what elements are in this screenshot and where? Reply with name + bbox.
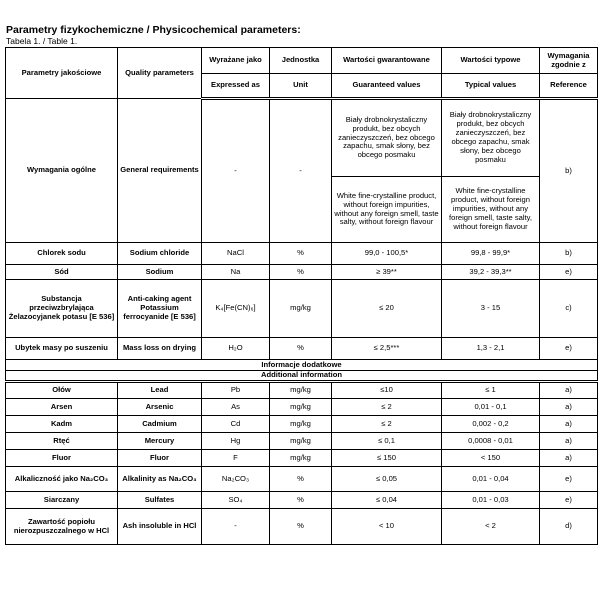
header-parametry: Parametry jakościowe	[6, 48, 118, 99]
unit: mg/kg	[270, 433, 332, 450]
reference: a)	[540, 399, 598, 416]
typical-value: 0,01 - 0,1	[442, 399, 540, 416]
reference: b)	[540, 243, 598, 265]
table-row	[6, 416, 598, 433]
param-pl: Zawartość popiołu nierozpuszczalnego w HCl	[6, 509, 118, 545]
document-title: Parametry fizykochemiczne / Physicochemical parameters:	[6, 24, 301, 36]
guaranteed-value: ≤ 150	[332, 450, 442, 467]
reference: d)	[540, 509, 598, 545]
section-header-row	[6, 360, 598, 371]
reference: e)	[540, 492, 598, 509]
unit: %	[270, 265, 332, 280]
param-en: Sulfates	[118, 492, 202, 509]
header-wartosci-typowe: Wartości typowe	[442, 48, 540, 74]
guaranteed-value-en: White fine-crystalline product, without foreign impurities, without any foreign smell, taste salty, without foreign flavour	[332, 177, 442, 243]
param-en: Lead	[118, 382, 202, 399]
expressed-as: As	[202, 399, 270, 416]
table-row	[6, 338, 598, 360]
expressed-as: Cd	[202, 416, 270, 433]
header-guaranteed: Guaranteed values	[332, 74, 442, 99]
table-row	[6, 280, 598, 338]
guaranteed-value: ≤10	[332, 382, 442, 399]
table-row	[6, 99, 598, 177]
unit: mg/kg	[270, 450, 332, 467]
unit: %	[270, 467, 332, 492]
reference: e)	[540, 265, 598, 280]
param-pl: Wymagania ogólne	[6, 99, 118, 243]
expressed-as: SO₄	[202, 492, 270, 509]
guaranteed-value: ≤ 0,04	[332, 492, 442, 509]
param-en: Sodium	[118, 265, 202, 280]
typical-value: 0,01 - 0,04	[442, 467, 540, 492]
section-title-en: Additional information	[6, 371, 598, 382]
unit: mg/kg	[270, 416, 332, 433]
table-row	[6, 382, 598, 399]
param-pl: Kadm	[6, 416, 118, 433]
expressed-as: Na₂CO₃	[202, 467, 270, 492]
expressed-as: Pb	[202, 382, 270, 399]
table-caption: Tabela 1. / Table 1.	[6, 36, 78, 46]
guaranteed-value: ≤ 2	[332, 399, 442, 416]
param-pl: Rtęć	[6, 433, 118, 450]
param-pl: Ubytek masy po suszeniu	[6, 338, 118, 360]
reference: b)	[540, 99, 598, 243]
guaranteed-value: ≤ 20	[332, 280, 442, 338]
typical-value-en: White fine-crystalline product, without foreign impurities, without any foreign smell, taste salty, without foreign flavour	[442, 177, 540, 243]
param-en: General requirements	[118, 99, 202, 243]
reference: a)	[540, 382, 598, 399]
table-row	[6, 467, 598, 492]
param-pl: Chlorek sodu	[6, 243, 118, 265]
unit: %	[270, 492, 332, 509]
table-row	[6, 450, 598, 467]
guaranteed-value: ≤ 0,05	[332, 467, 442, 492]
param-pl: Ołów	[6, 382, 118, 399]
typical-value: 99,8 - 99,9*	[442, 243, 540, 265]
table-row	[6, 509, 598, 545]
header-typical: Typical values	[442, 74, 540, 99]
guaranteed-value: 99,0 - 100,5*	[332, 243, 442, 265]
param-en: Cadmium	[118, 416, 202, 433]
guaranteed-value: ≤ 2	[332, 416, 442, 433]
typical-value: 0,01 - 0,03	[442, 492, 540, 509]
param-en: Fluor	[118, 450, 202, 467]
param-en: Alkalinity as Na₂CO₃	[118, 467, 202, 492]
table-row	[6, 433, 598, 450]
guaranteed-value: ≤ 2,5***	[332, 338, 442, 360]
expressed-as: NaCl	[202, 243, 270, 265]
guaranteed-value-pl: Biały drobnokrystaliczny produkt, bez obcych zanieczyszczeń, bez obcego zapachu, smak słony, bez obcego posmaku	[332, 99, 442, 177]
expressed-as: Na	[202, 265, 270, 280]
section-title-pl: Informacje dodatkowe	[6, 360, 598, 371]
guaranteed-value: ≤ 0,1	[332, 433, 442, 450]
unit: mg/kg	[270, 280, 332, 338]
table-row	[6, 399, 598, 416]
typical-value: ≤ 1	[442, 382, 540, 399]
typical-value: 39,2 - 39,3**	[442, 265, 540, 280]
reference: e)	[540, 338, 598, 360]
unit: -	[270, 99, 332, 243]
typical-value: 0,002 - 0,2	[442, 416, 540, 433]
header-quality: Quality parameters	[118, 48, 202, 99]
parameters-table	[5, 47, 598, 545]
param-pl: Fluor	[6, 450, 118, 467]
param-en: Anti-caking agent Potassium ferrocyanide [E 536]	[118, 280, 202, 338]
table-row	[6, 492, 598, 509]
guaranteed-value: ≥ 39**	[332, 265, 442, 280]
unit: %	[270, 338, 332, 360]
param-pl: Sód	[6, 265, 118, 280]
typical-value: < 2	[442, 509, 540, 545]
param-en: Mercury	[118, 433, 202, 450]
expressed-as: -	[202, 509, 270, 545]
header-expressed: Expressed as	[202, 74, 270, 99]
expressed-as: -	[202, 99, 270, 243]
header-unit: Unit	[270, 74, 332, 99]
unit: mg/kg	[270, 382, 332, 399]
typical-value: 0,0008 - 0,01	[442, 433, 540, 450]
typical-value: 1,3 - 2,1	[442, 338, 540, 360]
typical-value: 3 - 15	[442, 280, 540, 338]
param-en: Mass loss on drying	[118, 338, 202, 360]
unit: mg/kg	[270, 399, 332, 416]
unit: %	[270, 509, 332, 545]
header-wartosci-gwarantowane: Wartości gwarantowane	[332, 48, 442, 74]
header-jednostka: Jednostka	[270, 48, 332, 74]
expressed-as: F	[202, 450, 270, 467]
reference: c)	[540, 280, 598, 338]
param-pl: Siarczany	[6, 492, 118, 509]
unit: %	[270, 243, 332, 265]
expressed-as: K₄[Fe(CN)₆]	[202, 280, 270, 338]
param-en: Sodium chloride	[118, 243, 202, 265]
param-en: Arsenic	[118, 399, 202, 416]
expressed-as: Hg	[202, 433, 270, 450]
guaranteed-value: < 10	[332, 509, 442, 545]
header-reference: Reference	[540, 74, 598, 99]
table-row	[6, 265, 598, 280]
header-wyrazane: Wyrażane jako	[202, 48, 270, 74]
reference: a)	[540, 416, 598, 433]
section-header-row	[6, 371, 598, 382]
expressed-as: H₂O	[202, 338, 270, 360]
table-row	[6, 243, 598, 265]
typical-value-pl: Biały drobnokrystaliczny produkt, bez obcych zanieczyszczeń, bez obcego zapachu, smak słony, bez obcego posmaku	[442, 99, 540, 177]
header-wymagania: Wymagania zgodnie z	[540, 48, 598, 74]
param-pl: Arsen	[6, 399, 118, 416]
typical-value: < 150	[442, 450, 540, 467]
reference: a)	[540, 450, 598, 467]
param-pl: Substancja przeciwzbrylająca Żelazocyjanek potasu [E 536]	[6, 280, 118, 338]
param-en: Ash insoluble in HCl	[118, 509, 202, 545]
param-pl: Alkaliczność jako Na₂CO₃	[6, 467, 118, 492]
reference: a)	[540, 433, 598, 450]
reference: e)	[540, 467, 598, 492]
